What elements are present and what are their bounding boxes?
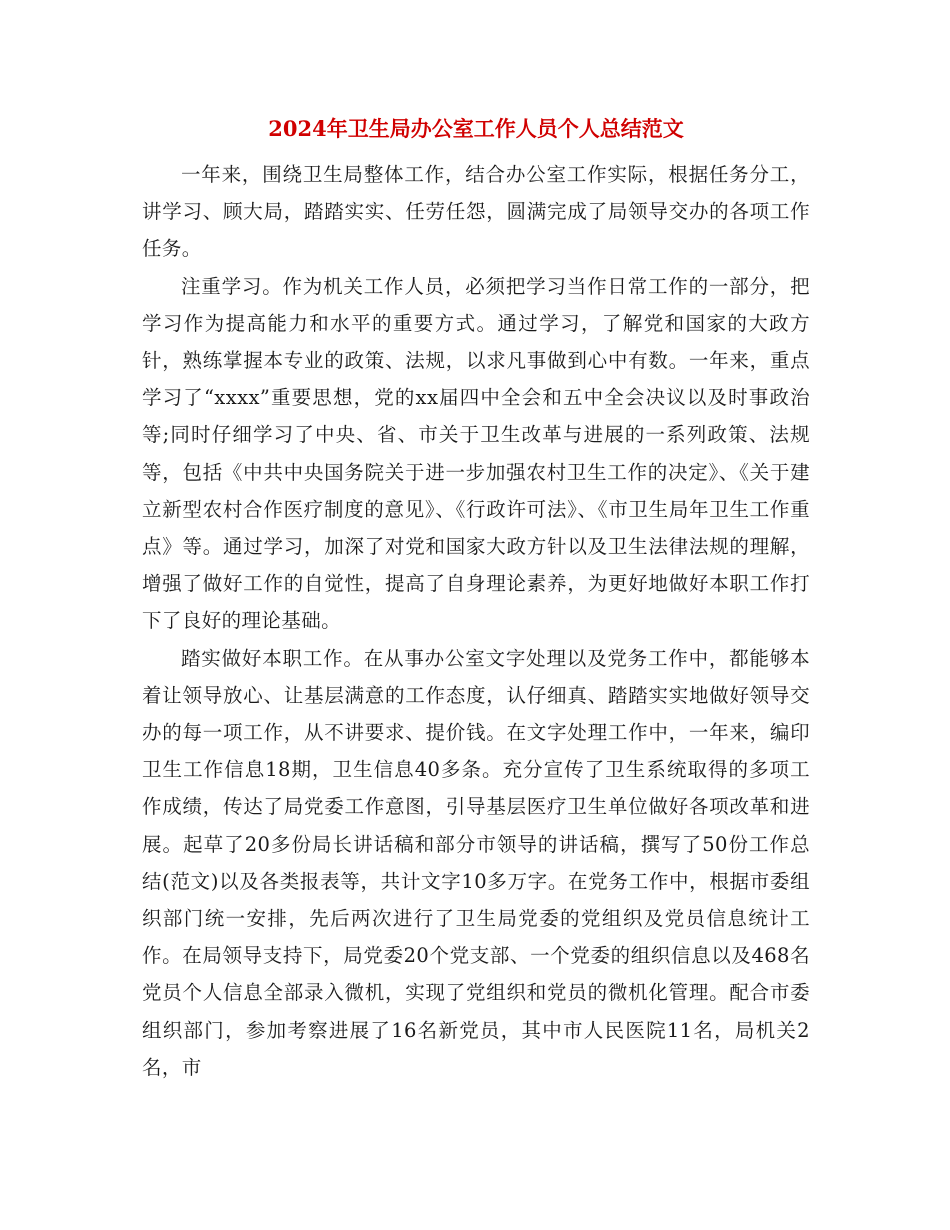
paragraph-study: 注重学习。作为机关工作人员，必须把学习当作日常工作的一部分，把学习作为提高能力和水平的重要方式。通过学习，了解党和国家的大政方针，熟练掌握本专业的政策、法规，以求凡事做到心中有数。一年来，重点学习了“xxxx”重要思想，党的xx届四中全会和五中全会决议以及时事政治等;同时仔细学习了中央、省、市关于卫生改革与进展的一系列政策、法规等，包括《中共中央国务院关于进一步加强农村卫生工作的决定》、《关于建立新型农村合作医疗制度的意见》、《行政许可法》、《市卫生局年卫生工作重点》等。通过学习，加深了对党和国家大政方针以及卫生法律法规的理解，增强了做好工作的自觉性，提高了自身理论素养，为更好地做好本职工作打下了良好的理论基础。 [142, 274, 810, 633]
document-title: 2024年卫生局办公室工作人员个人总结范文 [268, 116, 684, 141]
document-page [142, 108, 810, 1086]
paragraph-intro: 一年来，围绕卫生局整体工作，结合办公室工作实际，根据任务分工，讲学习、顾大局，踏踏实实、任劳任怨，圆满完成了局领导交办的各项工作任务。 [142, 163, 810, 261]
paragraph-duties: 踏实做好本职工作。在从事办公室文字处理以及党务工作中，都能够本着让领导放心、让基层满意的工作态度，认仔细真、踏踏实实地做好领导交办的每一项工作，从不讲要求、提价钱。在文字处理工作中，一年来，编印卫生工作信息18期，卫生信息40多条。充分宣传了卫生系统取得的多项工作成绩，传达了局党委工作意图，引导基层医疗卫生单位做好各项改革和进展。起草了20多份局长讲话稿和部分市领导的讲话稿，撰写了50份工作总结(范文)以及各类报表等，共计文字10多万字。在党务工作中，根据市委组织部门统一安排，先后两次进行了卫生局党委的党组织及党员信息统计工作。在局领导支持下，局党委20个党支部、一个党委的组织信息以及468名党员个人信息全部录入微机，实现了党组织和党员的微机化管理。配合市委组织部门，参加考察进展了16名新党员，其中市人民医院11名，局机关2名，市 [142, 646, 810, 1079]
